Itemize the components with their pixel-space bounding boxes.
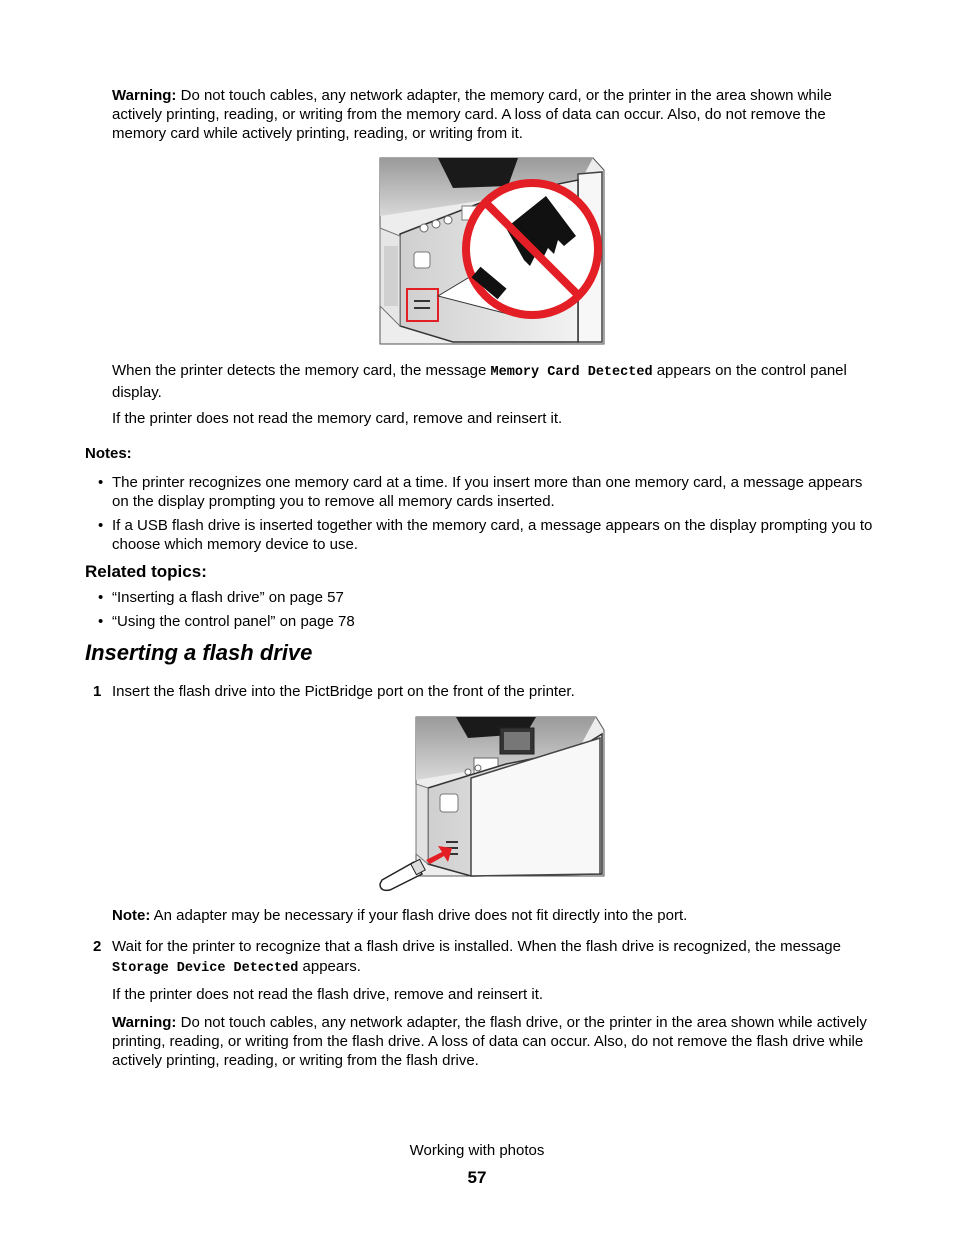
message-memory-card-detected: Memory Card Detected xyxy=(490,365,653,380)
note-item: • The printer recognizes one memory card at a time. If you insert more than one memory card, a message appears on the display prompting you to remove all memory cards inserted. xyxy=(85,473,875,511)
related-topics-heading: Related topics: xyxy=(85,562,207,581)
warning-paragraph-memory-card xyxy=(112,86,872,143)
related-topic-link[interactable]: • “Using the control panel” on page 78 xyxy=(85,612,875,631)
prohibition-sign-icon xyxy=(466,183,598,315)
step-2-text-pre: Wait for the printer to recognize that a flash drive is installed. When the flash drive is recognized, the message xyxy=(112,938,841,955)
adapter-note xyxy=(112,906,872,925)
reinsert-card-paragraph: If the printer does not read the memory card, remove and reinsert it. xyxy=(112,410,563,427)
message-storage-device-detected: Storage Device Detected xyxy=(112,961,299,976)
note-label: Note: xyxy=(112,907,151,924)
notes-heading: Notes: xyxy=(85,445,132,462)
step-1-text: Insert the flash drive into the PictBridge port on the front of the printer. xyxy=(112,683,575,700)
section-title: Inserting a flash drive xyxy=(85,640,313,665)
step-2-text xyxy=(112,937,877,979)
memory-card-detected-paragraph xyxy=(112,361,872,403)
flash-drive-icon xyxy=(380,859,425,890)
page-number: 57 xyxy=(467,1168,487,1187)
detected-text-pre: When the printer detects the memory card, the message xyxy=(112,362,491,379)
warning-text: Do not touch cables, any network adapter, the memory card, or the printer in the area shown while actively printing, reading, or writing from the memory card. A loss of data can occur. Also, do not remove the memory card while actively printing, reading, or writing from it. xyxy=(112,87,832,142)
detected-text-post: appears on the control panel display. xyxy=(112,362,847,401)
related-topics-list xyxy=(85,588,875,636)
step-1-number: 1 xyxy=(93,683,102,700)
warning-label: Warning: xyxy=(112,87,177,104)
footer-section-title: Working with photos xyxy=(409,1142,545,1159)
note-item: • If a USB flash drive is inserted together with the memory card, a message appears on the display prompting you to choose which memory device to use. xyxy=(85,516,875,554)
warning-paragraph-flash-drive xyxy=(112,1013,877,1070)
step-2-number: 2 xyxy=(93,938,102,955)
reinsert-drive-paragraph: If the printer does not read the flash drive, remove and reinsert it. xyxy=(112,986,544,1003)
warning-text: Do not touch cables, any network adapter, the flash drive, or the printer in the area shown while actively printing, reading, or writing from the flash drive. A loss of data can occur. Also, do not remove the flash drive while actively printing, reading, or writing from the flash drive. xyxy=(112,1014,867,1069)
step-2-text-post: appears. xyxy=(298,958,361,975)
related-topic-link[interactable]: • “Inserting a flash drive” on page 57 xyxy=(85,588,875,607)
notes-list xyxy=(85,473,875,559)
memory-card-warning-illustration xyxy=(378,156,606,346)
warning-label: Warning: xyxy=(112,1014,177,1031)
note-text: An adapter may be necessary if your flash drive does not fit directly into the port. xyxy=(150,907,688,924)
flash-drive-insertion-illustration xyxy=(376,714,608,892)
